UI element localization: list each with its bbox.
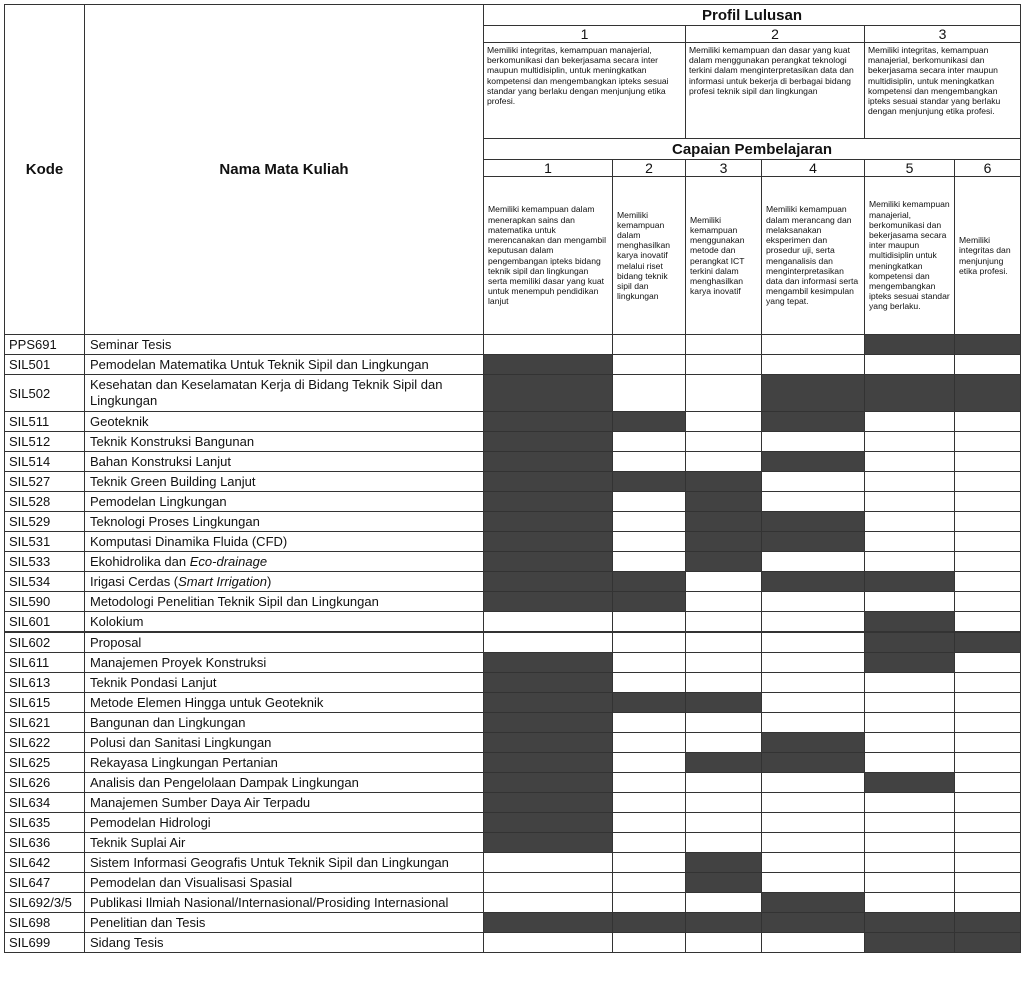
cpl-5-cell <box>865 913 955 933</box>
course-row <box>5 673 1021 693</box>
cpl-6-cell <box>955 512 1021 532</box>
cpl-4-cell <box>762 713 865 733</box>
cpl-1-cell <box>484 753 613 773</box>
cpl-5-cell <box>865 335 955 355</box>
course-name: Komputasi Dinamika Fluida (CFD) <box>85 532 484 552</box>
cpl-1-cell <box>484 913 613 933</box>
course-row <box>5 472 1021 492</box>
cpl-4-cell <box>762 833 865 853</box>
cpl-4-cell <box>762 933 865 953</box>
course-name: Manajemen Sumber Daya Air Terpadu <box>85 793 484 813</box>
course-row <box>5 913 1021 933</box>
cpl-3-cell <box>686 773 762 793</box>
cpl-4-cell <box>762 913 865 933</box>
cpl-4-cell <box>762 632 865 653</box>
cpl-6-cell <box>955 893 1021 913</box>
course-code: SIL534 <box>5 572 85 592</box>
cpl-3-cell <box>686 512 762 532</box>
profil-description: Memiliki kemampuan dan dasar yang kuat dalam menggunakan perangkat teknologi terkini dalam menginterpretasikan data dan informasi untuk bekerja di berbagai bidang profesi teknik sipil dan lingkungan <box>686 43 865 139</box>
course-code: SIL626 <box>5 773 85 793</box>
cpl-3-cell <box>686 693 762 713</box>
cpl-2-cell <box>613 713 686 733</box>
cpl-3-cell <box>686 873 762 893</box>
cpl-6-cell <box>955 355 1021 375</box>
cpl-6-cell <box>955 713 1021 733</box>
cpl-4-cell <box>762 753 865 773</box>
course-name-italic: Eco-drainage <box>189 553 268 569</box>
cpl-3-cell <box>686 452 762 472</box>
course-name: Pemodelan Hidrologi <box>85 813 484 833</box>
cpl-4-cell <box>762 653 865 673</box>
cpl-2-cell <box>613 355 686 375</box>
course-name: Pemodelan Lingkungan <box>85 492 484 512</box>
cpl-4-cell <box>762 335 865 355</box>
course-code: PPS691 <box>5 335 85 355</box>
cpl-6-cell <box>955 773 1021 793</box>
cpl-3-cell <box>686 893 762 913</box>
course-row <box>5 592 1021 612</box>
cpl-1-cell <box>484 552 613 572</box>
cpl-4-cell <box>762 375 865 412</box>
cpl-4-cell <box>762 893 865 913</box>
cpl-4-cell <box>762 813 865 833</box>
course-code: SIL699 <box>5 933 85 953</box>
cpl-2-cell <box>613 673 686 693</box>
cpl-1-cell <box>484 592 613 612</box>
cpl-1-cell <box>484 693 613 713</box>
course-row <box>5 572 1021 592</box>
cpl-4-cell <box>762 873 865 893</box>
cpl-1-cell <box>484 893 613 913</box>
course-code: SIL622 <box>5 733 85 753</box>
course-name: Metodologi Penelitian Teknik Sipil dan Lingkungan <box>85 592 484 612</box>
course-row <box>5 853 1021 873</box>
cpl-4-cell <box>762 733 865 753</box>
course-row <box>5 753 1021 773</box>
cpl-3-cell <box>686 753 762 773</box>
cpl-1-cell <box>484 873 613 893</box>
course-code: SIL615 <box>5 693 85 713</box>
cpl-3-cell <box>686 913 762 933</box>
cpl-5-cell <box>865 833 955 853</box>
cpl-5-cell <box>865 653 955 673</box>
course-name: Rekayasa Lingkungan Pertanian <box>85 753 484 773</box>
course-name-part: Ekohidrolika dan <box>90 553 190 569</box>
course-code: SIL636 <box>5 833 85 853</box>
course-row <box>5 452 1021 472</box>
course-row <box>5 833 1021 853</box>
cpl-6-cell <box>955 335 1021 355</box>
cpl-3-cell <box>686 933 762 953</box>
course-code: SIL527 <box>5 472 85 492</box>
cpl-4-cell <box>762 673 865 693</box>
course-name: Seminar Tesis <box>85 335 484 355</box>
cpl-6-cell <box>955 412 1021 432</box>
cpl-3-cell <box>686 653 762 673</box>
cpl-4-cell <box>762 492 865 512</box>
nama-mata-kuliah-header: Nama Mata Kuliah <box>85 5 484 335</box>
cpl-6-cell <box>955 833 1021 853</box>
cpl-2-cell <box>613 492 686 512</box>
cpl-1-cell <box>484 833 613 853</box>
course-name: Penelitian dan Tesis <box>85 913 484 933</box>
cpl-1-cell <box>484 355 613 375</box>
cpl-6-cell <box>955 492 1021 512</box>
course-name: Geoteknik <box>85 412 484 432</box>
cpl-2-cell <box>613 412 686 432</box>
course-code: SIL642 <box>5 853 85 873</box>
cpl-2-cell <box>613 592 686 612</box>
cpl-6-cell <box>955 592 1021 612</box>
cpl-3-cell <box>686 673 762 693</box>
capaian-description: Memiliki integritas dan menjunjung etika profesi. <box>955 177 1021 335</box>
course-name: Teknik Konstruksi Bangunan <box>85 432 484 452</box>
course-name: Polusi dan Sanitasi Lingkungan <box>85 733 484 753</box>
cpl-1-cell <box>484 813 613 833</box>
cpl-5-cell <box>865 873 955 893</box>
cpl-3-cell <box>686 572 762 592</box>
cpl-2-cell <box>613 833 686 853</box>
cpl-1-cell <box>484 733 613 753</box>
cpl-4-cell <box>762 773 865 793</box>
course-row <box>5 653 1021 673</box>
capaian-description: Memiliki kemampuan menggunakan metode dan perangkat ICT terkini dalam menghasilkan karya inovatif <box>686 177 762 335</box>
course-code: SIL602 <box>5 632 85 653</box>
cpl-3-cell <box>686 793 762 813</box>
cpl-2-cell <box>613 793 686 813</box>
course-row <box>5 713 1021 733</box>
cpl-3-cell <box>686 733 762 753</box>
cpl-4-cell <box>762 472 865 492</box>
cpl-1-cell <box>484 653 613 673</box>
course-code: SIL635 <box>5 813 85 833</box>
cpl-3-cell <box>686 432 762 452</box>
course-code: SIL533 <box>5 552 85 572</box>
cpl-6-cell <box>955 612 1021 633</box>
cpl-3-cell <box>686 592 762 612</box>
cpl-3-cell <box>686 472 762 492</box>
cpl-3-cell <box>686 813 762 833</box>
cpl-5-cell <box>865 813 955 833</box>
course-code: SIL621 <box>5 713 85 733</box>
capaian-number: 6 <box>955 160 1021 177</box>
cpl-1-cell <box>484 773 613 793</box>
cpl-6-cell <box>955 432 1021 452</box>
cpl-6-cell <box>955 673 1021 693</box>
course-code: SIL531 <box>5 532 85 552</box>
cpl-1-cell <box>484 612 613 633</box>
cpl-1-cell <box>484 452 613 472</box>
course-row <box>5 532 1021 552</box>
cpl-5-cell <box>865 412 955 432</box>
course-code: SIL590 <box>5 592 85 612</box>
course-name: Pemodelan dan Visualisasi Spasial <box>85 873 484 893</box>
course-code: SIL611 <box>5 653 85 673</box>
cpl-6-cell <box>955 375 1021 412</box>
cpl-6-cell <box>955 532 1021 552</box>
profil-lulusan-header: Profil Lulusan <box>484 5 1021 26</box>
cpl-2-cell <box>613 693 686 713</box>
course-name: Pemodelan Matematika Untuk Teknik Sipil dan Lingkungan <box>85 355 484 375</box>
cpl-5-cell <box>865 532 955 552</box>
cpl-5-cell <box>865 853 955 873</box>
capaian-number: 3 <box>686 160 762 177</box>
cpl-5-cell <box>865 773 955 793</box>
capaian-number: 2 <box>613 160 686 177</box>
cpl-5-cell <box>865 693 955 713</box>
cpl-6-cell <box>955 813 1021 833</box>
cpl-4-cell <box>762 592 865 612</box>
course-name: Teknik Green Building Lanjut <box>85 472 484 492</box>
cpl-5-cell <box>865 492 955 512</box>
cpl-1-cell <box>484 375 613 412</box>
cpl-5-cell <box>865 592 955 612</box>
cpl-6-cell <box>955 933 1021 953</box>
course-code: SIL698 <box>5 913 85 933</box>
course-name: Sistem Informasi Geografis Untuk Teknik Sipil dan Lingkungan <box>85 853 484 873</box>
course-row <box>5 432 1021 452</box>
cpl-6-cell <box>955 632 1021 653</box>
capaian-pembelajaran-header: Capaian Pembelajaran <box>484 139 1021 160</box>
cpl-6-cell <box>955 853 1021 873</box>
course-name: Analisis dan Pengelolaan Dampak Lingkungan <box>85 773 484 793</box>
cpl-4-cell <box>762 452 865 472</box>
course-row <box>5 512 1021 532</box>
cpl-6-cell <box>955 913 1021 933</box>
cpl-4-cell <box>762 693 865 713</box>
cpl-2-cell <box>613 532 686 552</box>
cpl-3-cell <box>686 375 762 412</box>
capaian-description: Memiliki kemampuan dalam menerapkan sains dan matematika untuk merencanakan dan mengambil keputusan dalam pengembangan ipteks bidang teknik sipil dan lingkungan serta memiliki dasar yang kuat untuk menempuh pendidikan lanjut <box>484 177 613 335</box>
course-name: Teknik Pondasi Lanjut <box>85 673 484 693</box>
course-name: Publikasi Ilmiah Nasional/Internasional/Prosiding Internasional <box>85 893 484 913</box>
course-name: Bangunan dan Lingkungan <box>85 713 484 733</box>
cpl-6-cell <box>955 733 1021 753</box>
cpl-2-cell <box>613 432 686 452</box>
cpl-4-cell <box>762 532 865 552</box>
kode-header: Kode <box>5 5 85 335</box>
cpl-2-cell <box>613 753 686 773</box>
course-row <box>5 813 1021 833</box>
cpl-2-cell <box>613 873 686 893</box>
cpl-1-cell <box>484 793 613 813</box>
course-name <box>85 552 484 572</box>
cpl-2-cell <box>613 452 686 472</box>
cpl-5-cell <box>865 612 955 633</box>
course-row <box>5 412 1021 432</box>
cpl-1-cell <box>484 532 613 552</box>
course-name: Kolokium <box>85 612 484 633</box>
capaian-description: Memiliki kemampuan manajerial, berkomunikasi dan bekerjasama secara inter maupun multidisiplin untuk meningkatkan kompetensi dan mengembangkan ipteks sesuai standar yang berlaku. <box>865 177 955 335</box>
course-row <box>5 355 1021 375</box>
cpl-4-cell <box>762 793 865 813</box>
course-name-part: Irigasi Cerdas ( <box>90 573 179 589</box>
matrix-container <box>4 4 1020 953</box>
cpl-5-cell <box>865 753 955 773</box>
cpl-3-cell <box>686 412 762 432</box>
cpl-6-cell <box>955 753 1021 773</box>
cpl-2-cell <box>613 572 686 592</box>
course-name: Manajemen Proyek Konstruksi <box>85 653 484 673</box>
cpl-4-cell <box>762 412 865 432</box>
cpl-5-cell <box>865 552 955 572</box>
cpl-3-cell <box>686 552 762 572</box>
cpl-6-cell <box>955 452 1021 472</box>
cpl-1-cell <box>484 713 613 733</box>
cpl-5-cell <box>865 472 955 492</box>
capaian-description: Memiliki kemampuan dalam menghasilkan karya inovatif melalui riset bidang teknik sipil dan lingkungan <box>613 177 686 335</box>
course-row <box>5 612 1021 633</box>
course-code: SIL501 <box>5 355 85 375</box>
cpl-5-cell <box>865 673 955 693</box>
cpl-5-cell <box>865 375 955 412</box>
course-row <box>5 632 1021 653</box>
cpl-2-cell <box>613 893 686 913</box>
cpl-4-cell <box>762 432 865 452</box>
course-row <box>5 335 1021 355</box>
capaian-description: Memiliki kemampuan dalam merancang dan melaksanakan eksperimen dan prosedur uji, serta menganalisis dan menginterpretasikan data dan informasi serta mengambil kesimpulan yang tepat. <box>762 177 865 335</box>
course-name-italic: Smart Irrigation <box>178 573 268 589</box>
course-code: SIL502 <box>5 375 85 412</box>
capaian-number: 4 <box>762 160 865 177</box>
course-name: Sidang Tesis <box>85 933 484 953</box>
cpl-6-cell <box>955 873 1021 893</box>
course-row <box>5 893 1021 913</box>
capaian-number: 5 <box>865 160 955 177</box>
course-name: Kesehatan dan Keselamatan Kerja di Bidang Teknik Sipil dan Lingkungan <box>85 375 484 412</box>
cpl-1-cell <box>484 412 613 432</box>
course-code: SIL625 <box>5 753 85 773</box>
course-name: Metode Elemen Hingga untuk Geoteknik <box>85 693 484 713</box>
course-name: Teknologi Proses Lingkungan <box>85 512 484 532</box>
cpl-6-cell <box>955 472 1021 492</box>
course-row <box>5 552 1021 572</box>
cpl-3-cell <box>686 833 762 853</box>
cpl-1-cell <box>484 632 613 653</box>
course-row <box>5 933 1021 953</box>
cpl-4-cell <box>762 512 865 532</box>
cpl-2-cell <box>613 933 686 953</box>
course-code: SIL514 <box>5 452 85 472</box>
cpl-4-cell <box>762 572 865 592</box>
cpl-1-cell <box>484 432 613 452</box>
cpl-5-cell <box>865 572 955 592</box>
cpl-2-cell <box>613 773 686 793</box>
cpl-6-cell <box>955 793 1021 813</box>
cpl-1-cell <box>484 853 613 873</box>
cpl-3-cell <box>686 335 762 355</box>
cpl-5-cell <box>865 632 955 653</box>
cpl-5-cell <box>865 933 955 953</box>
course-name-part: ) <box>267 573 272 589</box>
cpl-3-cell <box>686 713 762 733</box>
cpl-2-cell <box>613 813 686 833</box>
cpl-2-cell <box>613 653 686 673</box>
cpl-2-cell <box>613 552 686 572</box>
course-code: SIL601 <box>5 612 85 633</box>
profil-number: 2 <box>686 26 865 43</box>
course-row <box>5 873 1021 893</box>
course-name <box>85 572 484 592</box>
cpl-3-cell <box>686 612 762 633</box>
cpl-4-cell <box>762 853 865 873</box>
cpl-4-cell <box>762 355 865 375</box>
cpl-5-cell <box>865 733 955 753</box>
cpl-4-cell <box>762 612 865 633</box>
course-code: SIL528 <box>5 492 85 512</box>
profil-description: Memiliki integritas, kemampuan manajerial, berkomunikasi dan bekerjasama secara inter maupun multidisiplin, untuk meningkatkan kompetensi dan mengembangkan ipteks sesuai standar yang berlaku dengan menjunjung etika profesi. <box>865 43 1021 139</box>
cpl-3-cell <box>686 492 762 512</box>
cpl-5-cell <box>865 452 955 472</box>
course-name: Proposal <box>85 632 484 653</box>
course-row <box>5 773 1021 793</box>
course-code: SIL634 <box>5 793 85 813</box>
cpl-1-cell <box>484 335 613 355</box>
cpl-3-cell <box>686 853 762 873</box>
course-row <box>5 733 1021 753</box>
cpl-4-cell <box>762 552 865 572</box>
cpl-5-cell <box>865 713 955 733</box>
course-row <box>5 492 1021 512</box>
cpl-1-cell <box>484 512 613 532</box>
course-code: SIL647 <box>5 873 85 893</box>
course-name: Bahan Konstruksi Lanjut <box>85 452 484 472</box>
cpl-3-cell <box>686 632 762 653</box>
course-code: SIL692/3/5 <box>5 893 85 913</box>
profil-description: Memiliki integritas, kemampuan manajerial, berkomunikasi dan bekerjasama secara inter maupun multidisiplin, untuk meningkatkan kompetensi dan mengembangkan ipteks sesuai standar yang berlaku dengan menjunjung etika profesi. <box>484 43 686 139</box>
cpl-5-cell <box>865 355 955 375</box>
cpl-2-cell <box>613 472 686 492</box>
cpl-2-cell <box>613 853 686 873</box>
course-code: SIL529 <box>5 512 85 532</box>
cpl-1-cell <box>484 673 613 693</box>
cpl-3-cell <box>686 532 762 552</box>
course-row <box>5 375 1021 412</box>
cpl-6-cell <box>955 653 1021 673</box>
profil-number: 3 <box>865 26 1021 43</box>
cpl-6-cell <box>955 693 1021 713</box>
course-row <box>5 793 1021 813</box>
cpl-5-cell <box>865 893 955 913</box>
cpl-1-cell <box>484 572 613 592</box>
cpl-6-cell <box>955 572 1021 592</box>
course-name: Teknik Suplai Air <box>85 833 484 853</box>
cpl-2-cell <box>613 612 686 633</box>
cpl-2-cell <box>613 335 686 355</box>
capaian-number: 1 <box>484 160 613 177</box>
cpl-2-cell <box>613 632 686 653</box>
cpl-5-cell <box>865 432 955 452</box>
cpl-2-cell <box>613 512 686 532</box>
curriculum-matrix-table <box>4 4 1021 953</box>
cpl-5-cell <box>865 512 955 532</box>
cpl-3-cell <box>686 355 762 375</box>
cpl-6-cell <box>955 552 1021 572</box>
cpl-1-cell <box>484 492 613 512</box>
course-code: SIL613 <box>5 673 85 693</box>
course-code: SIL511 <box>5 412 85 432</box>
profil-number: 1 <box>484 26 686 43</box>
cpl-5-cell <box>865 793 955 813</box>
cpl-2-cell <box>613 913 686 933</box>
cpl-1-cell <box>484 472 613 492</box>
cpl-1-cell <box>484 933 613 953</box>
course-code: SIL512 <box>5 432 85 452</box>
cpl-2-cell <box>613 375 686 412</box>
course-row <box>5 693 1021 713</box>
cpl-2-cell <box>613 733 686 753</box>
